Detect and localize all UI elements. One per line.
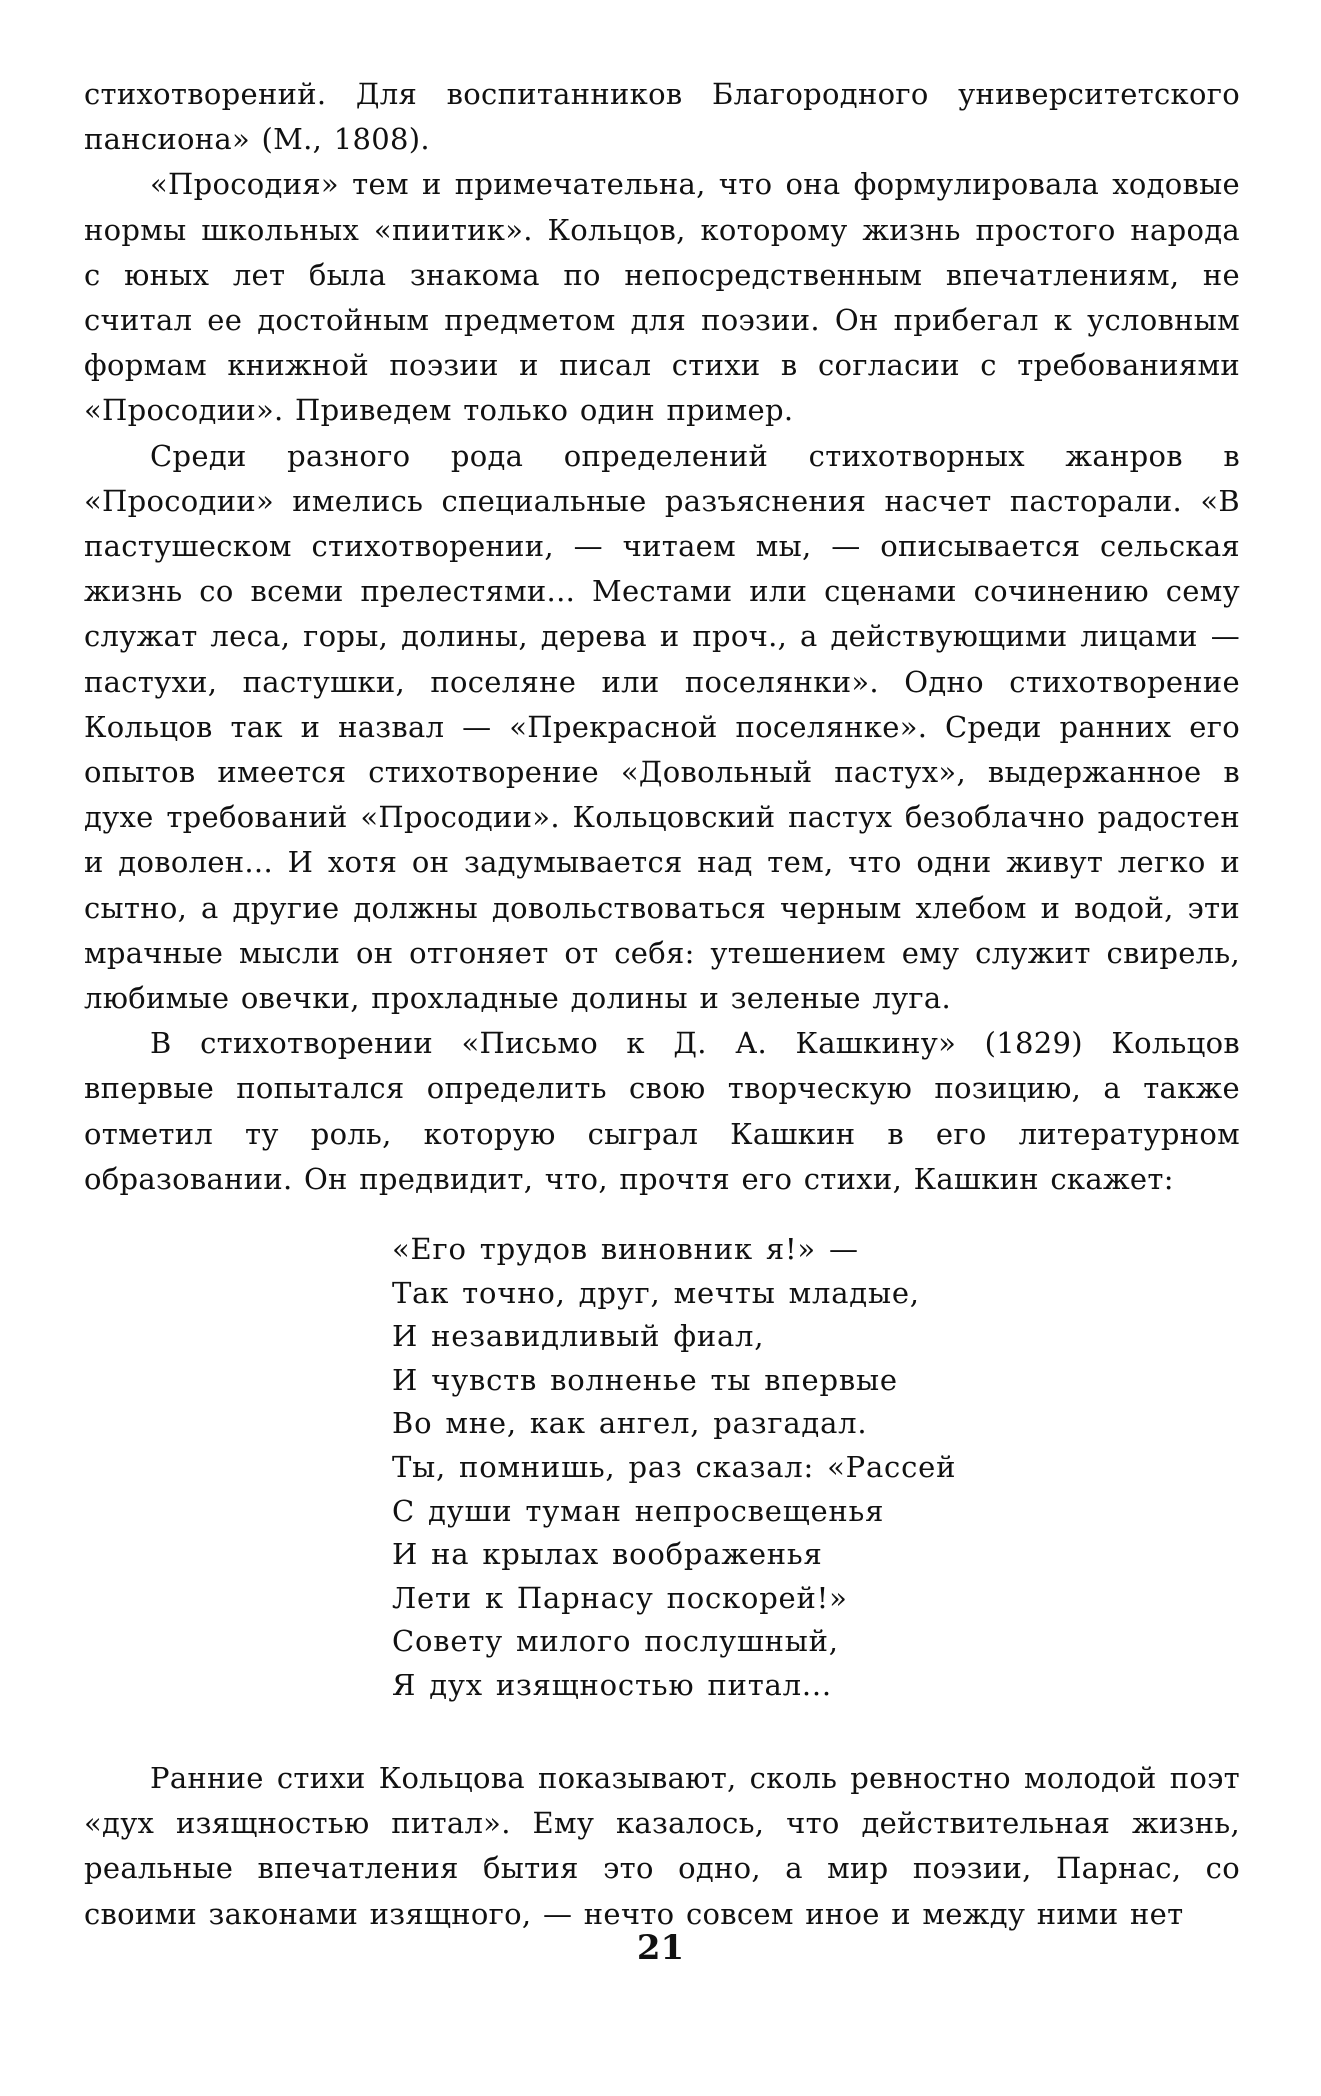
page-number: 21 [636, 1928, 685, 1968]
poem-line: Так точно, друг, мечты младые, [392, 1275, 920, 1310]
poem-line: Совету милого послушный, [392, 1624, 839, 1659]
poem-quotation [392, 1228, 956, 1708]
poem-line: Во мне, как ангел, разгадал. [392, 1406, 868, 1441]
poem-line: Я дух изящностью питал... [392, 1667, 832, 1702]
poem-line: С души туман непросвещенья [392, 1493, 885, 1528]
paragraph-prosody: «Просодия» тем и примечательна, что она формулировала ходовые нормы школьных «пиитик». Кольцов, которому жизнь простого народа с юных лет была знакома по непосредственным впечатлениям, не считал ее достойным предметом для поэзии. Он прибегал к условным формам книжной поэзии и писал стихи в согласии с требованиями «Просодии». Приведем только один пример. [84, 167, 1240, 428]
closing-text-block [84, 1756, 1240, 1937]
poem-line: Лети к Парнасу поскорей!» [392, 1580, 848, 1615]
main-text-block [84, 72, 1240, 1202]
paragraph-pastoral: Среди разного рода определений стихотворных жанров в «Просодии» имелись специальные разъяснения насчет пасторали. «В пастушеском стихотворении, — читаем мы, — описывается сельская жизнь со всеми прелестями... Местами или сценами сочинению сему служат леса, горы, долины, дерева и проч., а действующими лицами — пастухи, пастушки, поселяне или поселянки». Одно стихотворение Кольцов так и назвал — «Прекрасной поселянке». Среди ранних его опытов имеется стихотворение «Довольный пастух», выдержанное в духе требований «Просодии». Кольцовский пастух безоблачно радостен и доволен... И хотя он задумывается над тем, что одни живут легко и сытно, а другие должны довольствоваться черным хлебом и водой, эти мрачные мысли он отгоняет от себя: утешением ему служит свирель, любимые овечки, прохладные долины и зеленые луга. [84, 438, 1240, 1016]
poem-line: И на крылах воображенья [392, 1537, 823, 1572]
poem-line: И незавидливый фиал, [392, 1319, 765, 1354]
poem-line: Ты, помнишь, раз сказал: «Рассей [392, 1449, 957, 1484]
paragraph-early-poems: Ранние стихи Кольцова показывают, сколь ревностно молодой поэт «дух изящностью питал». Ему казалось, что действительная жизнь, реальные впечатления бытия это одно, а мир поэзии, Парнас, со своими законами изящного, — нечто совсем иное и между ними нет [84, 1761, 1240, 1931]
poem-line: И чувств волненье ты впервые [392, 1362, 898, 1397]
paragraph-continuation: стихотворений. Для воспитанников Благородного университетского пансиона» (М., 1808). [84, 77, 1240, 157]
paragraph-letter-to-kashkin: В стихотворении «Письмо к Д. А. Кашкину» (1829) Кольцов впервые попытался определить свою творческую позицию, а также отметил ту роль, которую сыграл Кашкин в его литературном образовании. Он предвидит, что, прочтя его стихи, Кашкин скажет: [84, 1026, 1240, 1196]
poem-line: «Его трудов виновник я!» — [392, 1232, 859, 1266]
